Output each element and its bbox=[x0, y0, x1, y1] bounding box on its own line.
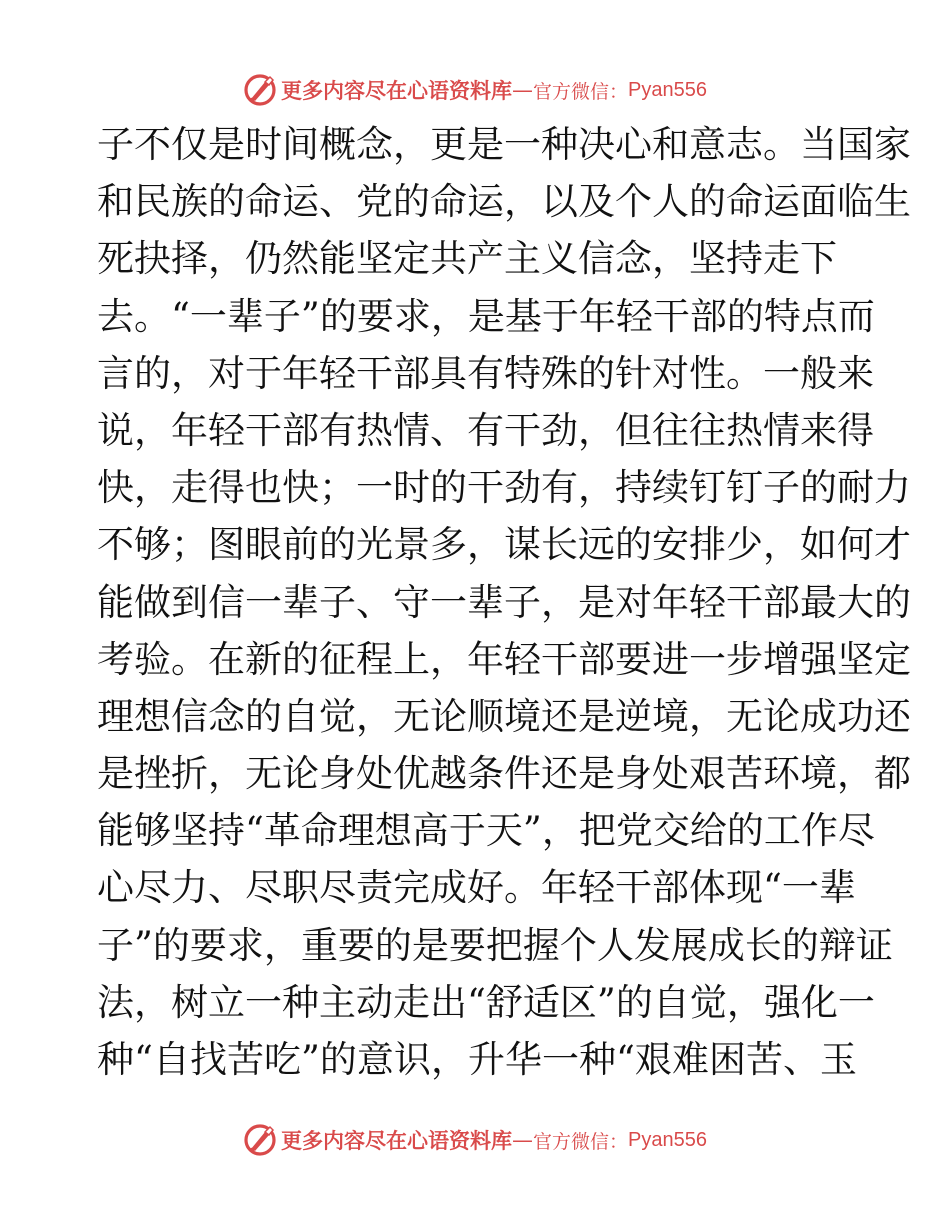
banner-site-text: 更多内容尽在心语资料库 bbox=[281, 79, 512, 103]
header-banner bbox=[0, 70, 950, 110]
text-line: 种“自找苦吃”的意识，升华一种“艰难困苦、玉 bbox=[97, 1038, 857, 1081]
text-line: 能做到信一辈子、守一辈子，是对年轻干部最大的 bbox=[97, 580, 911, 624]
text-line: 子”的要求，重要的是要把握个人发展成长的辩证 bbox=[97, 923, 893, 967]
text-line: 是挫折，无论身处优越条件还是身处艰苦环境，都 bbox=[97, 752, 911, 796]
banner-wechat-id: Pyan556 bbox=[628, 1128, 707, 1151]
footer-banner bbox=[0, 1120, 950, 1160]
quill-pen-logo-icon bbox=[243, 1123, 277, 1157]
banner-dash: — bbox=[512, 78, 533, 102]
text-line: 子不仅是时间概念，更是一种决心和意志。当国家 bbox=[97, 123, 911, 166]
body-text bbox=[97, 116, 911, 1088]
text-line: 法，树立一种主动走出“舒适区”的自觉，强化一 bbox=[97, 980, 875, 1024]
banner-site-text: 更多内容尽在心语资料库 bbox=[281, 1129, 512, 1153]
banner-wechat-label: 官方微信： bbox=[533, 1130, 629, 1153]
banner-wechat-label: 官方微信： bbox=[533, 80, 629, 103]
text-line: 快，走得也快；一时的干劲有，持续钉钉子的耐力 bbox=[97, 466, 911, 510]
text-line: 心尽力、尽职尽责完成好。年轻干部体现“一辈 bbox=[97, 866, 856, 910]
text-line: 能够坚持“革命理想高于天”，把党交给的工作尽 bbox=[97, 809, 875, 853]
text-line: 说，年轻干部有热情、有干劲，但往往热情来得 bbox=[97, 408, 874, 452]
quill-pen-logo-icon bbox=[243, 73, 277, 107]
banner-wechat-id: Pyan556 bbox=[628, 78, 707, 101]
banner-dash: — bbox=[512, 1128, 533, 1152]
text-line: 不够；图眼前的光景多，谋长远的安排少，如何才 bbox=[97, 523, 911, 567]
text-line: 死抉择，仍然能坚定共产主义信念，坚持走下 bbox=[97, 237, 837, 281]
text-line: 和民族的命运、党的命运，以及个人的命运面临生 bbox=[97, 180, 911, 224]
text-line: 理想信念的自觉，无论顺境还是逆境，无论成功还 bbox=[97, 694, 911, 738]
text-line: 去。“一辈子”的要求，是基于年轻干部的特点而 bbox=[97, 294, 875, 338]
text-line: 考验。在新的征程上，年轻干部要进一步增强坚定 bbox=[97, 637, 911, 681]
text-line: 言的，对于年轻干部具有特殊的针对性。一般来 bbox=[97, 351, 874, 395]
